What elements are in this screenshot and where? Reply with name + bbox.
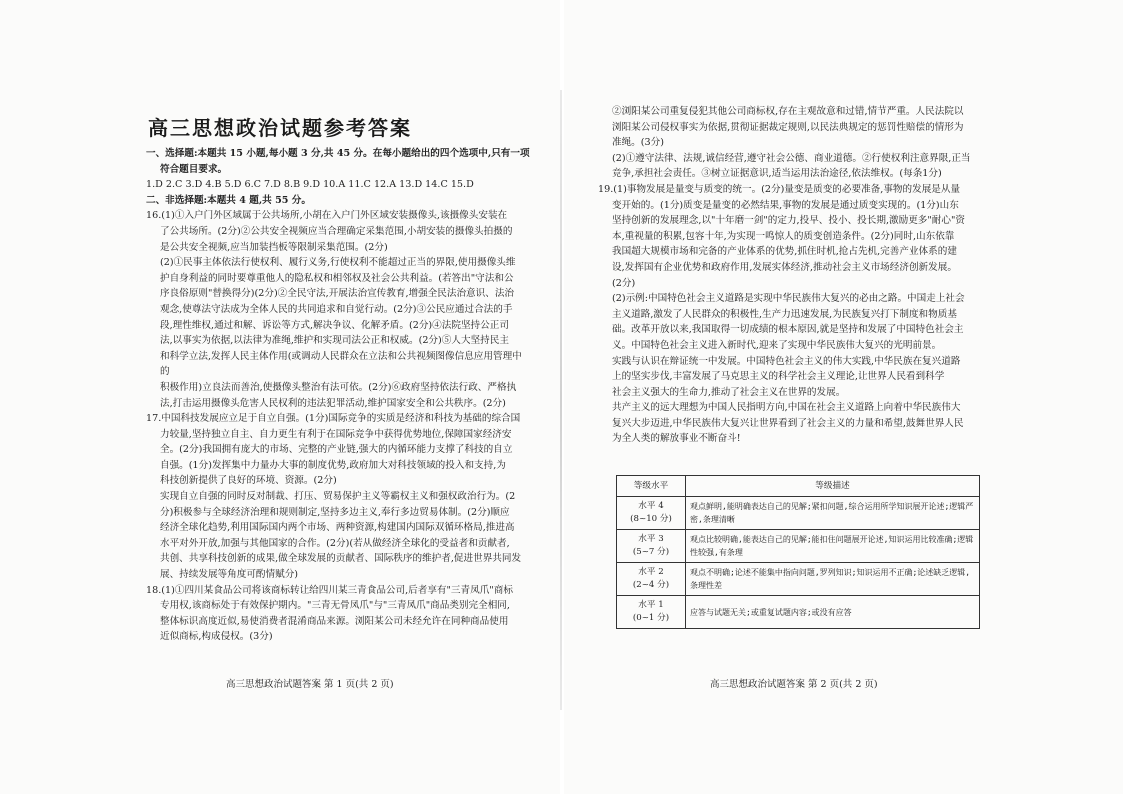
q16-line: 序良俗原则"替换得分)(2分)②全民守法,开展法治宣传教育,增强全民法治意识、法治 xyxy=(160,288,515,300)
q17-line: 力较量,坚持独立自主、自力更生有利于在国际竞争中获得优势地位,保障国家经济安 xyxy=(160,428,512,440)
level-range: (5~7 分) xyxy=(632,547,670,557)
q19-line: 为全人类的解放事业不断奋斗! xyxy=(612,433,741,445)
q17-line: 自强。(1分)发挥集中力量办大事的制度优势,政府加大对科技领域的投入和支持,为 xyxy=(160,459,506,471)
q19-line: 共产主义的远大理想为中国人民指明方向,中国在社会主义道路上向着中华民族伟大 xyxy=(612,402,961,414)
q16-line: 16.(1)①入户门外区域属于公共场所,小胡在入户门外区域安装摄像头,该摄像头安装在 xyxy=(146,210,508,222)
page-footer-left: 高三思想政治试题答案 第 1 页(共 2 页) xyxy=(226,679,394,690)
q19-line: 19.(1)事物发展是量变与质变的统一。(2分)量变是质变的必要准备,事物的发展是从量 xyxy=(598,183,961,195)
choice-answers: 1.D 2.C 3.D 4.B 5.D 6.C 7.D 8.B 9.D 10.A 11.C 12.A 13.D 14.C 15.D xyxy=(146,179,474,191)
q18-cont-line: 准绳。(3分) xyxy=(612,137,664,149)
q18-cont-line: 浏阳某公司侵权事实为依据,贯彻证据裁定规则,以民法典规定的惩罚性赔偿的情形为 xyxy=(612,121,964,133)
q19-line: 变开始的。(1分)质变是量变的必然结果,事物的发展是通过质变实现的。(1分)山东 xyxy=(612,199,959,211)
level-label: 水平 2 xyxy=(638,567,664,577)
q19-line: 义。中国特色社会主义进入新时代,迎来了实现中华民族伟大复兴的光明前景。 xyxy=(612,339,942,351)
q17-line: 水平对外开放,加强与其他国家的合作。(2分)(若从做经济全球化的受益者和贡献者, xyxy=(160,537,510,549)
question-18 xyxy=(146,583,530,645)
q18-line: 整体标识高度近似,易使消费者混淆商品来源。浏阳某公司未经允许在同种商品使用 xyxy=(160,615,509,627)
level-range: (8~10 分) xyxy=(630,514,672,524)
table-row xyxy=(617,497,980,530)
q16-line: 观念,使尊法守法成为全体人民的共同追求和自觉行动。(2分)③公民应通过合法的手 xyxy=(160,303,513,315)
q16-line: 法,以事实为依据,以法律为准绳,维护和实现司法公正和权威。(2分)⑤人大坚持民主 xyxy=(160,335,509,347)
q19-line: 上的坚实步伐,丰富发展了马克思主义的科学社会主义理论,让世界人民看到科学 xyxy=(612,371,945,383)
q17-line: 科技创新提供了良好的环境、资源。(2分) xyxy=(160,475,337,487)
page-fold-divider xyxy=(560,90,562,710)
q16-line: 是公共安全视频,应当加装挡板等限制采集范围。(2分) xyxy=(160,241,388,253)
question-19 xyxy=(598,182,983,447)
q19-line: 实践与认识在辩证统一中发展。中国特色社会主义的伟大实践,中华民族在复兴道路 xyxy=(612,355,961,367)
q18-cont-line: (2)①遵守法律、法规,诚信经营,遵守社会公德、商业道德。②行使权利注意界限,正当 xyxy=(612,152,971,164)
q19-line: (2分) xyxy=(612,277,636,289)
section-two-heading: 二、非选择题:本题共 4 题,共 55 分。 xyxy=(146,194,311,206)
q17-line: 实现自立自强的同时反对制裁、打压、贸易保护主义等霸权主义和强权政治行为。(2 xyxy=(160,491,516,503)
q19-line: 坚持创新的发展理念,以"十年磨一剑"的定力,投早、投小、投长期,激励更多"耐心"资 xyxy=(612,215,965,227)
section-one-line: 符合题目要求。 xyxy=(160,163,228,175)
table-row xyxy=(617,596,980,629)
level-description: 应答与试题无关;或重复试题内容;或没有应答 xyxy=(686,596,980,629)
q19-line: 础。改革开放以来,我国取得一切成绩的根本原因,就是坚持和发展了中国特色社会主 xyxy=(612,324,964,336)
q19-line: 我国超大规模市场和完备的产业体系的优势,抓住时机,抢占先机,完善产业体系的建 xyxy=(612,246,957,258)
question-17 xyxy=(146,411,530,583)
q19-line: 设,发挥国有企业优势和政府作用,发展实体经济,推动社会主义市场经济创新发展。 xyxy=(612,261,957,273)
q19-line: 主义道路,激发了人民群众的积极性,生产力迅速发展,为民族复兴打下制度和物质基 xyxy=(612,308,957,320)
q17-line: 经济全球化趋势,利用国际国内两个市场、两种资源,构建国内国际双循环格局,推进高 xyxy=(160,522,515,534)
q19-line: 本,重视量的积累,包容十年,为实现一鸣惊人的质变创造条件。(2分)同时,山东依靠 xyxy=(612,230,955,242)
q19-line: (2)示例:中国特色社会主义道路是实现中华民族伟大复兴的必由之路。中国走上社会 xyxy=(612,293,965,305)
q17-line: 全。(2分)我国拥有庞大的市场、完整的产业链,强大的内循环能力支撑了科技的自立 xyxy=(160,444,513,456)
level-cell xyxy=(617,563,686,596)
level-cell xyxy=(617,530,686,563)
q16-line: 了公共场所。(2分)②公共安全视频应当合理确定采集范围,小胡安装的摄像头拍摄的 xyxy=(160,225,513,237)
level-label: 水平 3 xyxy=(638,534,664,544)
level-description: 观点不明确;论述不能集中指向问题,罗列知识;知识运用不正确;论述缺乏逻辑,条理性差 xyxy=(686,563,980,596)
page-footer-right: 高三思想政治试题答案 第 2 页(共 2 页) xyxy=(710,679,878,690)
left-column xyxy=(146,146,530,645)
table-row xyxy=(617,530,980,563)
section-one-heading xyxy=(146,146,530,177)
level-label: 水平 1 xyxy=(638,600,664,610)
q16-line: 和科学立法,发挥人民主体作用(或调动人民群众在立法和公共视频图像信息应用管理中的 xyxy=(160,350,522,378)
q17-line: 17.中国科技发展应立足于自立自强。(1分)国际竞争的实质是经济和科技为基础的综合国 xyxy=(146,413,521,425)
level-label: 水平 4 xyxy=(638,501,664,511)
header-description: 等级描述 xyxy=(686,476,980,497)
q17-line: 分)积极参与全球经济治理和规则制定,坚持多边主义,奉行多边贸易体制。(2分)顺应 xyxy=(160,506,510,518)
question-18-continued xyxy=(598,104,983,182)
q18-line: 近似商标,构成侵权。(3分) xyxy=(160,631,273,643)
section-one-line: 一、选择题:本题共 15 小题,每小题 3 分,共 45 分。在每小题给出的四个选项中,只有一项 xyxy=(146,148,530,159)
level-range: (0~1 分) xyxy=(632,613,670,623)
q16-line: (2)①民事主体依法行使权利、履行义务,行使权利不能超过正当的界限,使用摄像头维 xyxy=(160,257,516,269)
q16-line: 护自身利益的同时要尊重他人的隐私权和相邻权及社会公共利益。(若答出"守法和公 xyxy=(160,272,514,284)
grading-table-header xyxy=(617,476,980,497)
q19-line: 复兴大步迈进,中华民族伟大复兴让世界看到了社会主义的力量和希望,鼓舞世界人民 xyxy=(612,417,964,429)
q17-line: 共创、共享科技创新的成果,做全球发展的贡献者、国际秩序的维护者,促进世界共同发 xyxy=(160,553,522,565)
level-cell xyxy=(617,497,686,530)
document-title: 高三思想政治试题参考答案 xyxy=(148,116,412,140)
q18-line: 专用权,该商标处于有效保护期内。"三青无骨凤爪"与"三青凤爪"商品类别完全相同, xyxy=(160,600,510,612)
q19-line: 社会主义强大的生命力,推动了社会主义在世界的发展。 xyxy=(612,386,846,398)
question-16 xyxy=(146,208,530,411)
q16-line: 法,打击运用摄像头危害人民权利的违法犯罪活动,维护国家安全和公共秩序。(2分) xyxy=(160,397,506,409)
q17-line: 展、持续发展等角度可酌情赋分) xyxy=(160,569,299,581)
right-column xyxy=(598,104,983,447)
level-range: (2~4 分) xyxy=(632,580,670,590)
q18-cont-line: ②浏阳某公司重复侵犯其他公司商标权,存在主观故意和过错,情节严重。人民法院以 xyxy=(612,106,964,117)
level-description: 观点鲜明,能明确表达自己的见解;紧扣问题,综合运用所学知识展开论述;逻辑严密,条理清晰 xyxy=(686,497,980,530)
header-level: 等级水平 xyxy=(617,476,686,497)
grading-table xyxy=(616,475,980,629)
q18-line: 18.(1)①四川某食品公司将该商标转让给四川某三青食品公司,后者享有"三青凤爪"商标 xyxy=(146,584,513,596)
q16-line: 积极作用)立良法而善治,使摄像头整治有法可依。(2分)⑥政府坚持依法行政、严格执 xyxy=(160,381,517,393)
level-cell xyxy=(617,596,686,629)
table-row xyxy=(617,563,980,596)
q16-line: 段,理性维权,通过和解、诉讼等方式,解决争议、化解矛盾。(2分)④法院坚持公正司 xyxy=(160,319,509,331)
level-description: 观点比较明确,能表达自己的见解;能扣住问题展开论述,知识运用比较准确;逻辑性较强,有条理 xyxy=(686,530,980,563)
q18-cont-line: 竞争,承担社会责任。③树立证据意识,适当运用法治途径,依法维权。(每条1分) xyxy=(612,168,942,180)
